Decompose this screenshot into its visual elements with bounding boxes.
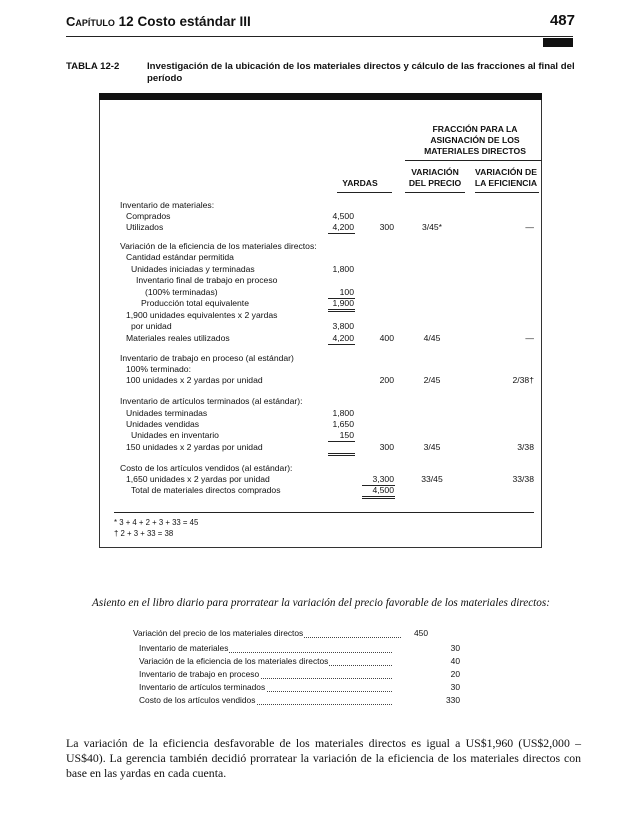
column-rule	[475, 192, 539, 193]
cell-value: 2/38†	[512, 375, 534, 385]
cell-value: 4,500	[372, 485, 394, 495]
group-header	[410, 124, 540, 157]
cell-value: 4,200	[332, 222, 354, 232]
journal-line-label: Variación del precio de los materiales directos	[133, 628, 304, 638]
group-header-rule	[405, 160, 542, 161]
total-underline	[362, 496, 395, 497]
cell-value: 1,800	[332, 408, 354, 418]
column-header-line: LA EFICIENCIA	[474, 178, 538, 188]
cell-value: 4,500	[332, 211, 354, 221]
row-label: Unidades en inventario	[131, 430, 219, 440]
cell-value: 33/45	[421, 474, 443, 484]
running-header	[66, 14, 251, 29]
row-label: 100 unidades x 2 yardas por unidad	[126, 375, 263, 385]
footnote-rule	[114, 512, 534, 513]
journal-credit: 20	[432, 669, 460, 680]
cell-value: 3,800	[332, 321, 354, 331]
cell-value: 1,650	[332, 419, 354, 429]
cell-value: —	[525, 222, 534, 232]
total-underline	[362, 498, 395, 499]
chapter-title: Costo estándar III	[137, 14, 251, 29]
row-label: (100% terminadas)	[145, 287, 218, 297]
cell-value: 4,200	[332, 333, 354, 343]
column-header-precio	[404, 167, 466, 189]
column-rule	[337, 192, 392, 193]
row-label: 1,900 unidades equivalentes x 2 yardas	[126, 310, 278, 320]
row-label: Inventario de trabajo en proceso (al estándar)	[120, 353, 294, 363]
row-label: Total de materiales directos comprados	[131, 485, 281, 495]
table-caption: Investigación de la ubicación de los materiales directos y cálculo de las fracciones al final del período	[147, 61, 575, 84]
row-label: 150 unidades x 2 yardas por unidad	[126, 442, 263, 452]
cell-value: 3/45*	[421, 222, 443, 232]
journal-caption: Asiento en el libro diario para prorratear la variación del precio favorable de los materiales directos:	[92, 597, 550, 609]
total-underline	[328, 453, 355, 454]
table-top-bar	[99, 93, 542, 100]
row-label: Costo de los artículos vendidos (al estándar):	[120, 463, 293, 473]
cell-value: 1,900	[332, 298, 354, 308]
cell-value: —	[525, 333, 534, 343]
journal-credit: 30	[432, 682, 460, 693]
row-label: Variación de la eficiencia de los materiales directos:	[120, 241, 317, 251]
footnote: * 3 + 4 + 2 + 3 + 33 = 45	[114, 518, 199, 527]
column-header-line: DEL PRECIO	[408, 178, 462, 188]
chapter-number: 12	[118, 14, 134, 29]
column-rule	[405, 192, 465, 193]
group-header-line: MATERIALES DIRECTOS	[424, 146, 526, 156]
header-marker	[543, 38, 573, 47]
row-label: Cantidad estándar permitida	[126, 252, 234, 262]
cell-value: 400	[379, 333, 394, 343]
cell-value: 150	[339, 430, 354, 440]
group-header-line: ASIGNACIÓN DE LOS	[430, 135, 520, 145]
journal-line-label: Inventario de trabajo en proceso	[139, 669, 260, 679]
footnote: † 2 + 3 + 33 = 38	[114, 529, 174, 538]
journal-line-label: Inventario de artículos terminados	[139, 682, 266, 692]
group-header-line: FRACCIÓN PARA LA	[432, 124, 518, 134]
row-label: 100% terminado:	[126, 364, 191, 374]
journal-debit: 450	[402, 628, 428, 639]
row-label: Producción total equivalente	[141, 298, 249, 308]
sum-underline	[328, 441, 355, 442]
row-label: Unidades terminadas	[126, 408, 208, 418]
journal-line-label: Inventario de materiales	[139, 643, 229, 653]
journal-credit: 30	[432, 643, 460, 654]
row-label: por unidad	[131, 321, 172, 331]
cell-value: 2/45	[423, 375, 441, 385]
journal-credit: 40	[432, 656, 460, 667]
journal-line-label: Variación de la eficiencia de los materiales directos	[139, 656, 329, 666]
cell-value: 4/45	[423, 333, 441, 343]
cell-value: 3/45	[423, 442, 441, 452]
row-label: Unidades iniciadas y terminadas	[131, 264, 255, 274]
row-label: Materiales reales utilizados	[126, 333, 230, 343]
cell-value: 3,300	[372, 474, 394, 484]
page-number: 487	[549, 12, 575, 29]
cell-value: 200	[379, 375, 394, 385]
cell-value: 100	[339, 287, 354, 297]
journal-credit: 330	[432, 695, 460, 706]
cell-value: 300	[379, 442, 394, 452]
row-label: 1,650 unidades x 2 yardas por unidad	[126, 474, 270, 484]
column-header-line: VARIACIÓN DE	[475, 167, 537, 177]
row-label: Inventario final de trabajo en proceso	[136, 275, 278, 285]
cell-value: 3/38	[517, 442, 534, 452]
column-header-line: VARIACIÓN	[411, 167, 459, 177]
header-rule	[66, 36, 573, 37]
row-label: Inventario de artículos terminados (al estándar):	[120, 396, 303, 406]
cell-value: 1,800	[332, 264, 354, 274]
row-label: Unidades vendidas	[126, 419, 200, 429]
cell-value: 33/38	[512, 474, 534, 484]
cell-value: 300	[379, 222, 394, 232]
journal-line-label: Costo de los artículos vendidos	[139, 695, 256, 705]
row-label: Comprados	[126, 211, 171, 221]
chapter-label: Capítulo	[66, 14, 115, 29]
row-label: Inventario de materiales:	[120, 200, 215, 210]
column-header-yardas: YARDAS	[342, 178, 378, 188]
total-underline	[328, 311, 355, 312]
sum-underline	[328, 233, 355, 234]
column-header-eficiencia	[472, 167, 540, 189]
total-underline	[328, 455, 355, 456]
body-paragraph: La variación de la eficiencia desfavorable de los materiales directos es igual a US$1,960 (US$2,000 – US$40). La gerencia también decidió prorratear la variación de la eficiencia de los materiales directos con base en las yardas en cada cuenta.	[66, 736, 581, 780]
row-label: Utilizados	[126, 222, 164, 232]
sum-underline	[328, 344, 355, 345]
table-label: TABLA 12-2	[66, 61, 120, 72]
total-underline	[328, 309, 355, 310]
